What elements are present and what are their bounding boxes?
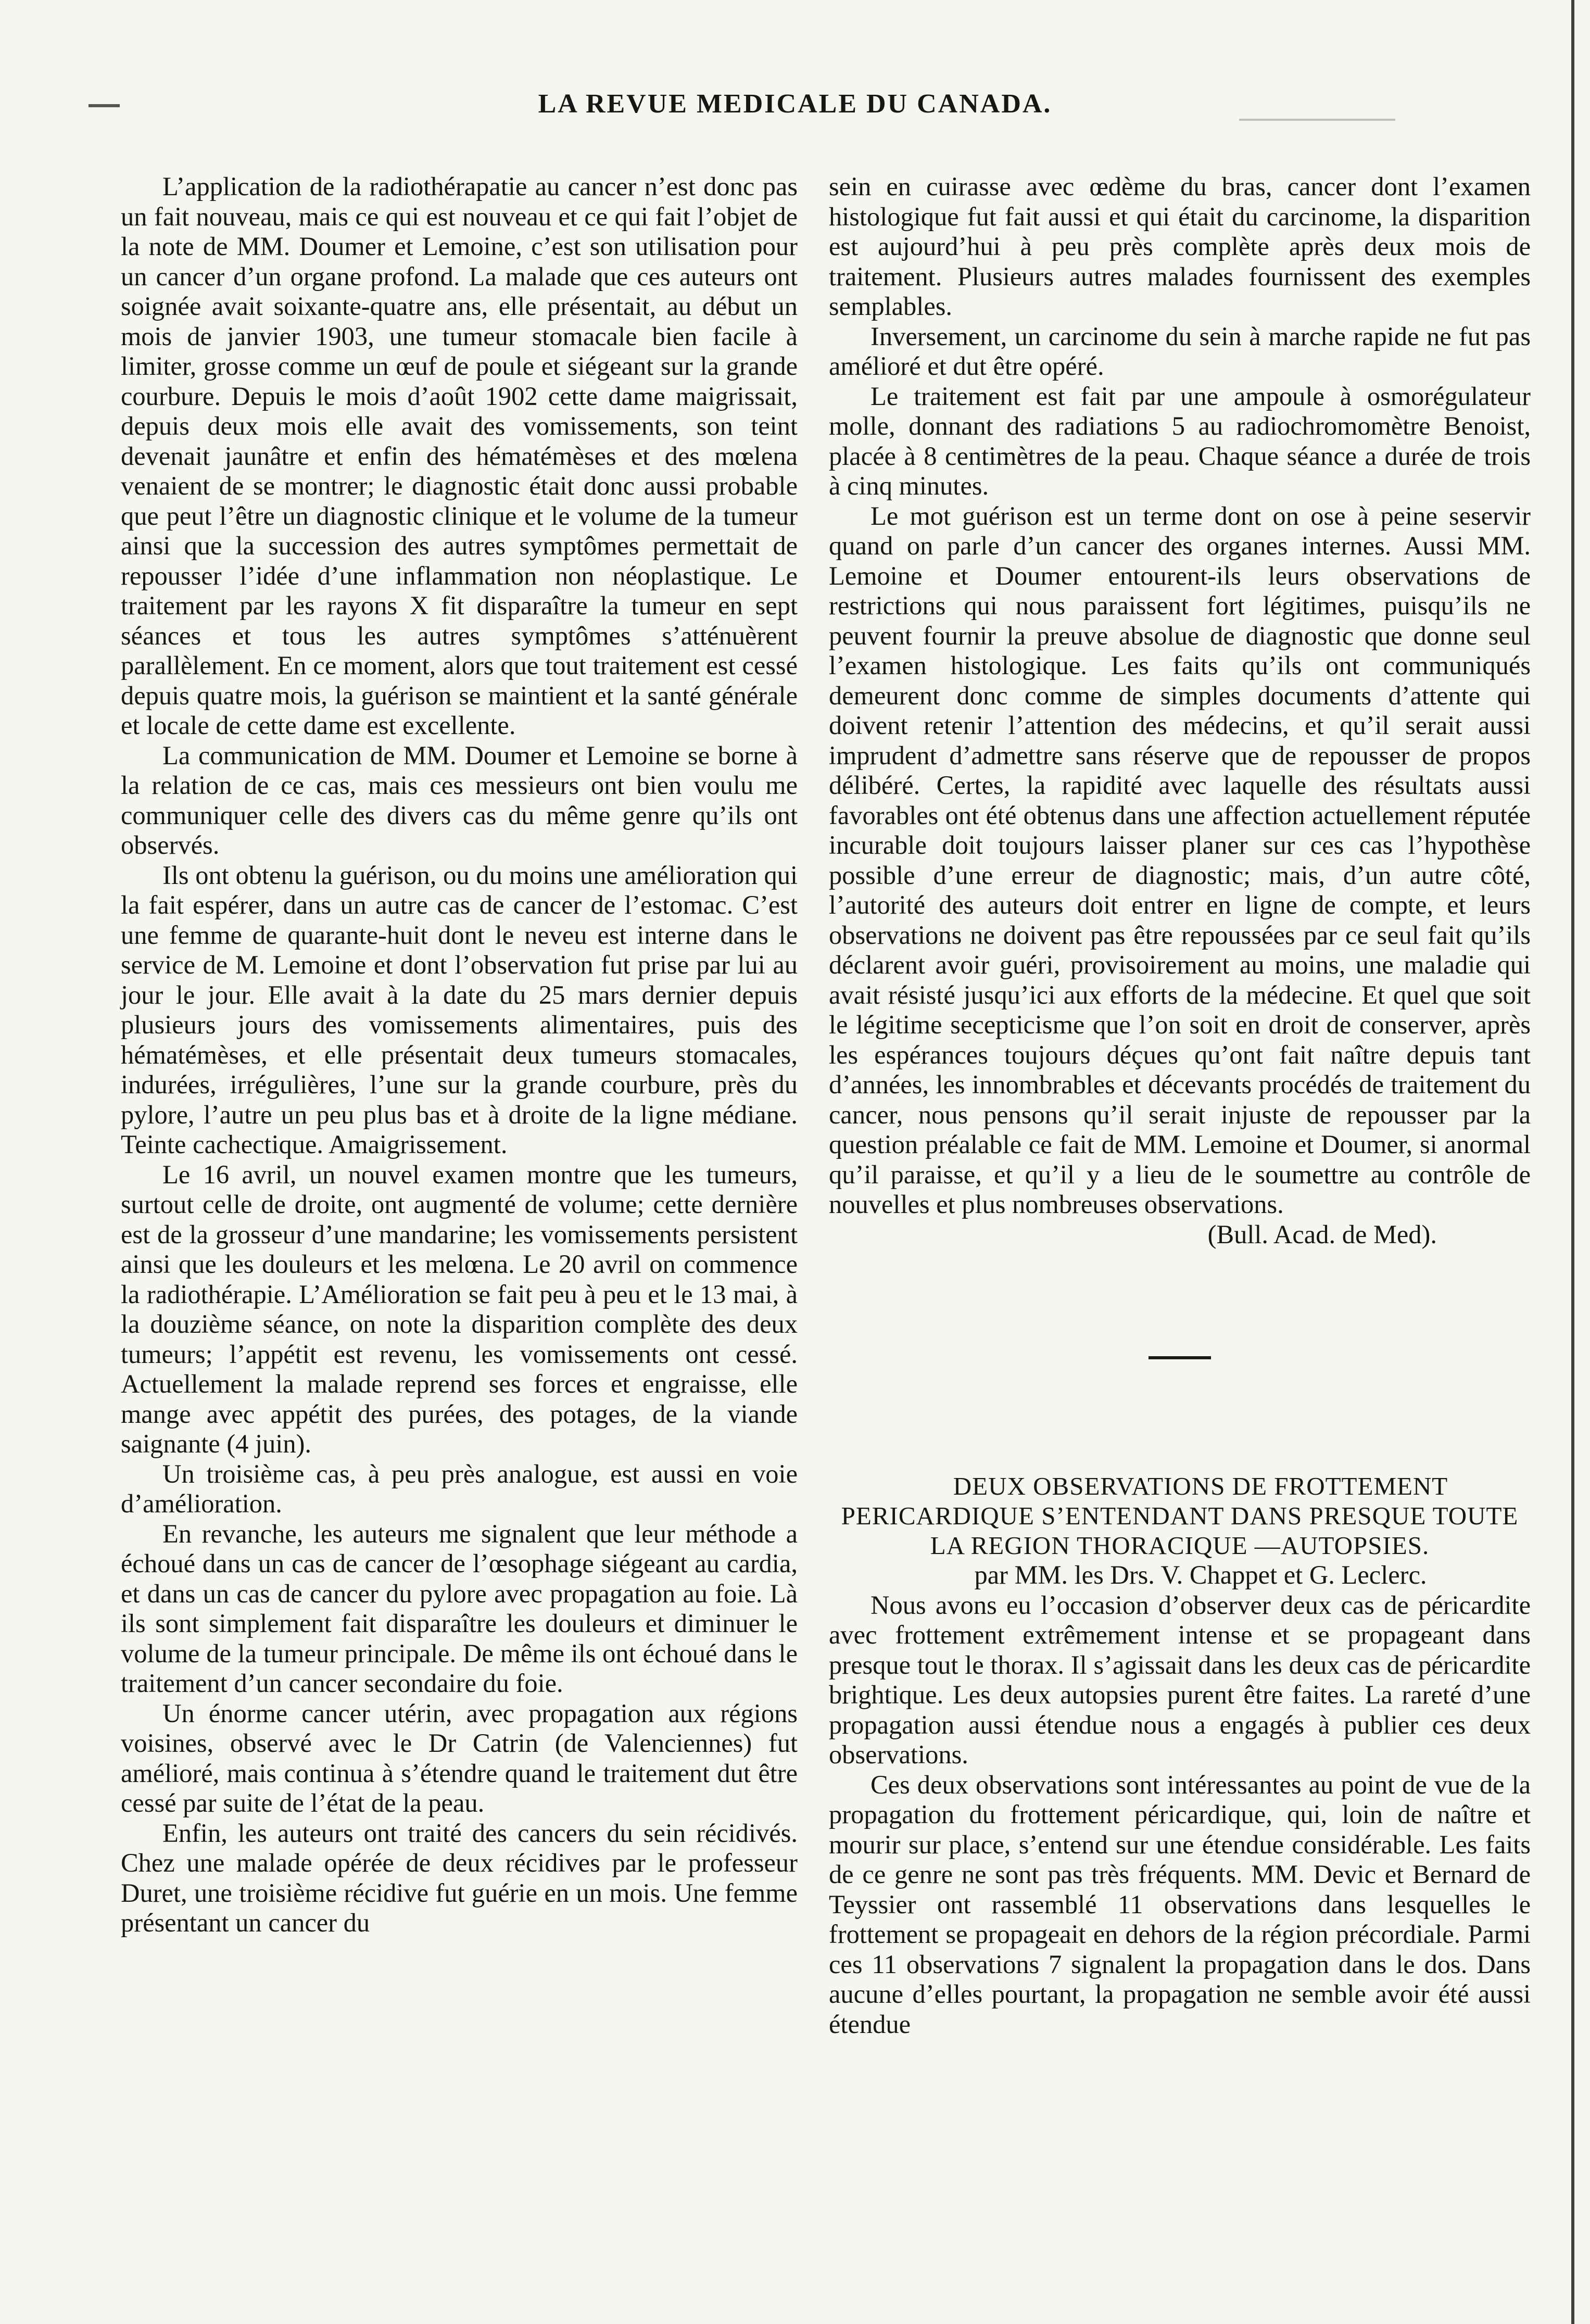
- paragraph: Le traitement est fait par une ampoule à osmorégulateur molle, donnant des radiations 5 au radiochromomètre Benoist, placée à 8 centimètres de la peau. Chaque séance a durée de trois à cinq minutes.: [829, 381, 1531, 500]
- paragraph: Enfin, les auteurs ont traité des cancers du sein récidivés. Chez une malade opérée de deux récidives par le professeur Duret, une troisième récidive fut guérie en un mois. Une femme présentant un cancer du: [121, 1818, 798, 1937]
- paragraph: Le mot guérison est un terme dont on ose à peine seservir quand on parle d’un cancer des organes internes. Aussi MM. Lemoine et Doumer entourent-ils leurs observations de restrictions qui nous paraissent fort légitimes, puisqu’ils ne peuvent fournir la preuve absolue de diagnostic que donne seul l’examen histologique. Les faits qu’ils ont communiqués demeurent donc comme de simples documents d’attente qui doivent retenir l’attention des médecins, et qu’il serait aussi imprudent d’admettre sans réserve que de repousser de propos délibéré. Certes, la rapidité avec laquelle des résultats aussi favorables ont été obtenus dans une affection actuellement réputée incurable doit toujours laisser planer sur ces cas l’hypothèse possible d’une erreur de diagnostic; mais, d’un autre côté, l’autorité des auteurs doit entrer en ligne de compte, et leurs observations ne doivent pas être repoussées par ce seul fait qu’ils déclarent avoir guéri, provisoirement au moins, une maladie qui avait résisté jusqu’ici aux efforts de la médecine. Et quel que soit le légitime secepticisme que l’on soit en droit de conserver, après les espérances toujours déçues qu’ont fait naître depuis tant d’années, les innombrables et décevants procédés de traitement du cancer, nous pensons qu’il serait injuste de repousser par la question préalable ce fait de MM. Lemoine et Doumer, si anormal qu’il paraisse, et qu’il y a lieu de le soumettre au contrôle de nouvelles et plus nombreuses observations.: [829, 501, 1531, 1219]
- paragraph: Ces deux observations sont intéressantes au point de vue de la propagation du frottement péricardique, qui, loin de naître et mourir sur place, s’entend sur une étendue considérable. Les faits de ce genre ne sont pas très fréquents. MM. Devic et Bernard de Teyssier ont rassemblé 11 observations dans lesquelles le frottement se propageait en dehors de la région précordiale. Parmi ces 11 observations 7 signalent la propagation dans le dos. Dans aucune d’elles pourtant, la propagation ne semble avoir été aussi étendue: [829, 1770, 1531, 2039]
- paragraph: En revanche, les auteurs me signalent que leur méthode a échoué dans un cas de cancer de l’œsophage siégeant au cardia, et dans un cas de cancer du pylore avec propagation au foie. Là ils sont simplement fait disparaître les douleurs et diminuer le volume de la tumeur principale. De même ils ont échoué dans le traitement d’un cancer secondaire du foie.: [121, 1519, 798, 1698]
- article-authors: par MM. les Drs. V. Chappet et G. Leclerc.: [974, 1560, 1427, 1589]
- running-title: LA REVUE MEDICALE DU CANADA.: [538, 89, 1052, 119]
- paragraph: Un troisième cas, à peu près analogue, est aussi en voie d’amélioration.: [121, 1459, 798, 1518]
- continued-paragraph: sein en cuirasse avec œdème du bras, cancer dont l’examen histologique fut fait aussi et qui était du carcinome, la disparition est aujourd’hui à peu près complète après deux mois de traitement. Plusieurs autres malades fournissent des exemples semplables.: [829, 172, 1531, 321]
- paragraph: Nous avons eu l’occasion d’observer deux cas de péricardite avec frottement extrêmement intense et se propageant dans presque tout le thorax. Il s’agissait dans les deux cas de péricardite brightique. Les deux autopsies purent être faites. La rareté d’une propagation aussi étendue nous a engagés à publier ces deux observations.: [829, 1590, 1531, 1769]
- right-column: [829, 172, 1531, 2039]
- paragraph: Le 16 avril, un nouvel examen montre que les tumeurs, surtout celle de droite, ont augmenté de volume; cette dernière est de la grosseur d’une mandarine; les vomissements persistent ainsi que les douleurs et les melœna. Le 20 avril on commence la radiothérapie. L’Amélioration se fait peu à peu et le 13 mai, à la douzième séance, on note la disparition complète des deux tumeurs; l’appétit est revenu, les vomissements ont cessé. Actuellement la malade reprend ses forces et engraisse, elle mange avec appétit des purées, des potages, de la viande saignante (4 juin).: [121, 1159, 798, 1458]
- paragraph: Un énorme cancer utérin, avec propagation aux régions voisines, observé avec le Dr Catrin (de Valenciennes) fut amélioré, mais continua à s’étendre quand le traitement dut être cessé par suite de l’état de la peau.: [121, 1698, 798, 1817]
- print-mark-right: [1239, 119, 1395, 121]
- article-title: DEUX OBSERVATIONS DE FROTTEMENT PERICARDIQUE S’ENTENDANT DANS PRESQUE TOUTE LA REGION THORACIQUE —AUTOPSIES.: [841, 1472, 1519, 1560]
- paragraph: L’application de la radiothérapatie au cancer n’est donc pas un fait nouveau, mais ce qui est nouveau et ce qui fait l’objet de la note de MM. Doumer et Lemoine, c’est son utilisation pour un cancer d’un organe profond. La malade que ces auteurs ont soignée avait soixante-quatre ans, elle présentait, au début un mois de janvier 1903, une tumeur stomacale bien facile à limiter, grosse comme un œuf de poule et siégeant sur la grande courbure. Depuis le mois d’août 1902 cette dame maigrissait, depuis deux mois elle avait des vomissements, son teint devenait jaunâtre et enfin des hématémèses et des mœlena venaient de se montrer; le diagnostic était donc aussi probable que peut l’être un diagnostic clinique et le volume de la tumeur ainsi que la succession des autres symptômes permettait de repousser l’idée d’une inflammation non néoplastique. Le traitement par les rayons X fit disparaître la tumeur en sept séances et tous les autres symptômes s’atténuèrent parallèlement. En ce moment, alors que tout traitement est cessé depuis quatre mois, la guérison se maintient et la santé générale et locale de cette dame est excellente.: [121, 172, 798, 740]
- paragraph: Inversement, un carcinome du sein à marche rapide ne fut pas amélioré et dut être opéré.: [829, 321, 1531, 381]
- citation: (Bull. Acad. de Med).: [1207, 1219, 1437, 1249]
- page-edge-rule: [1571, 0, 1574, 2324]
- paragraph: Ils ont obtenu la guérison, ou du moins une amélioration qui la fait espérer, dans un autre cas de cancer de l’estomac. C’est une femme de quarante-huit dont le neveu est interne dans le service de M. Lemoine et dont l’observation fut prise par lui au jour le jour. Elle avait à la date du 25 mars dernier depuis plusieurs jours des vomissements alimentaires, puis des hématémèses, et elle présentait deux tumeurs stomacales, indurées, irrégulières, l’une sur la grande courbure, près du pylore, l’autre un peu plus bas et à droite de la ligne médiane. Teinte cachectique. Amaigrissement.: [121, 860, 798, 1159]
- section-separator: [1149, 1356, 1211, 1359]
- paragraph: La communication de MM. Doumer et Lemoine se borne à la relation de ce cas, mais ces messieurs ont bien voulu me communiquer celle des divers cas du même genre qu’ils ont observés.: [121, 740, 798, 860]
- left-column: [121, 172, 798, 1938]
